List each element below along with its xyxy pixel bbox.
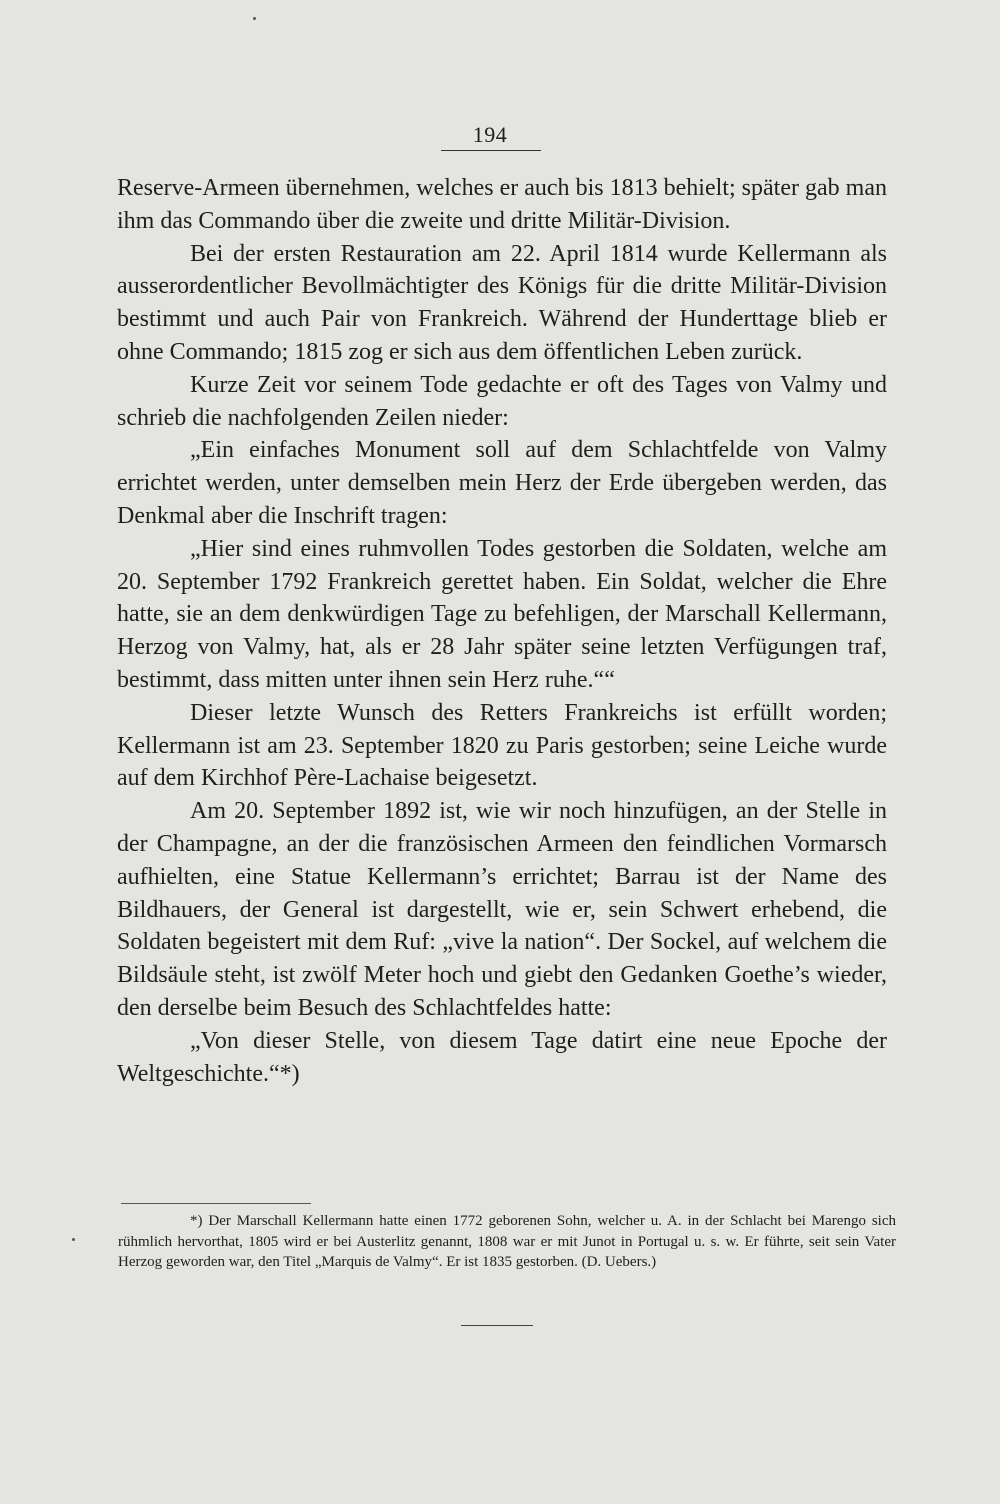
paragraph-statue: Am 20. September 1892 ist, wie wir noch hinzufügen, an der Stelle in der Champagne, an der die französischen Armeen den feindlichen Vormarsch aufhielten, eine Statue Kellermann’s errichtet; Barrau ist der Name des Bildhauers, der General ist dargestellt, wie er, sein Schwert erhebend, die Soldaten begeistert mit dem Ruf: „vive la nation“. Der Sockel, auf welchem die Bildsäule steht, ist zwölf Meter hoch und giebt den Gedanken Goethe’s wieder, den derselbe beim Besuch des Schlachtfeldes hatte: xyxy=(117,798,887,1021)
paragraph-monument-wish: „Ein einfaches Monument soll auf dem Schlachtfelde von Valmy errichtet werden, unter demselben mein Herz der Erde übergeben werden, das Denkmal aber die Inschrift tragen: xyxy=(117,437,887,529)
paragraph-valmy-remembrance: Kurze Zeit vor seinem Tode gedachte er oft des Tages von Valmy und schrieb die nachfolgenden Zeilen nieder: xyxy=(117,371,887,431)
page-number: 194 xyxy=(472,122,508,147)
header-rule xyxy=(441,150,541,151)
footnote xyxy=(118,1211,896,1273)
footnote-rule xyxy=(121,1203,311,1204)
paragraph-restauration: Bei der ersten Restauration am 22. April 1814 wurde Kellermann als ausserordentlicher Bevollmächtigter des Königs für die dritte Militär-Division bestimmt und auch Pair von Frankreich. Während der Hunderttage blieb er ohne Commando; 1815 zog er sich aus dem öffentlichen Leben zurück. xyxy=(117,240,887,365)
paragraph-inscription: „Hier sind eines ruhmvollen Todes gestorben die Soldaten, welche am 20. September 1792 Frankreich gerettet haben. Ein Soldat, welcher die Ehre hatte, sie an dem denkwürdigen Tage zu befehligen, der Marschall Kellermann, Herzog von Valmy, hat, als er 28 Jahr später seine letzten Verfügungen traf, bestimmt, dass mitten unter ihnen sein Herz ruhe.““ xyxy=(117,535,887,693)
paper-speck xyxy=(72,1238,75,1241)
paragraph-death: Dieser letzte Wunsch des Retters Frankreichs ist erfüllt worden; Kellermann ist am 23. September 1820 zu Paris gestorben; seine Leiche wurde auf dem Kirchhof Père-Lachaise beigesetzt. xyxy=(117,699,887,792)
footnote-text: *) Der Marschall Kellermann hatte einen 1772 geborenen Sohn, welcher u. A. in der Schlacht bei Marengo sich rühmlich hervorthat, 1805 wird er bei Austerlitz genannt, 1808 war er mit Junot in Portugal u. s. w. Er führte, seit sein Vater Herzog geworden war, den Titel „Marquis de Valmy“. Er ist 1835 gestorben. (D. Uebers.) xyxy=(118,1213,896,1270)
body-text xyxy=(117,172,887,1090)
paragraph-goethe-quote: „Von dieser Stelle, von diesem Tage datirt eine neue Epoche der Weltgeschichte.“*) xyxy=(117,1027,887,1087)
bottom-rule xyxy=(461,1325,533,1326)
paper-speck xyxy=(253,17,256,20)
paragraph-reserve-armeen: Reserve-Armeen übernehmen, welches er auch bis 1813 behielt; später gab man ihm das Commando über die zweite und dritte Militär-Division. xyxy=(117,175,887,234)
